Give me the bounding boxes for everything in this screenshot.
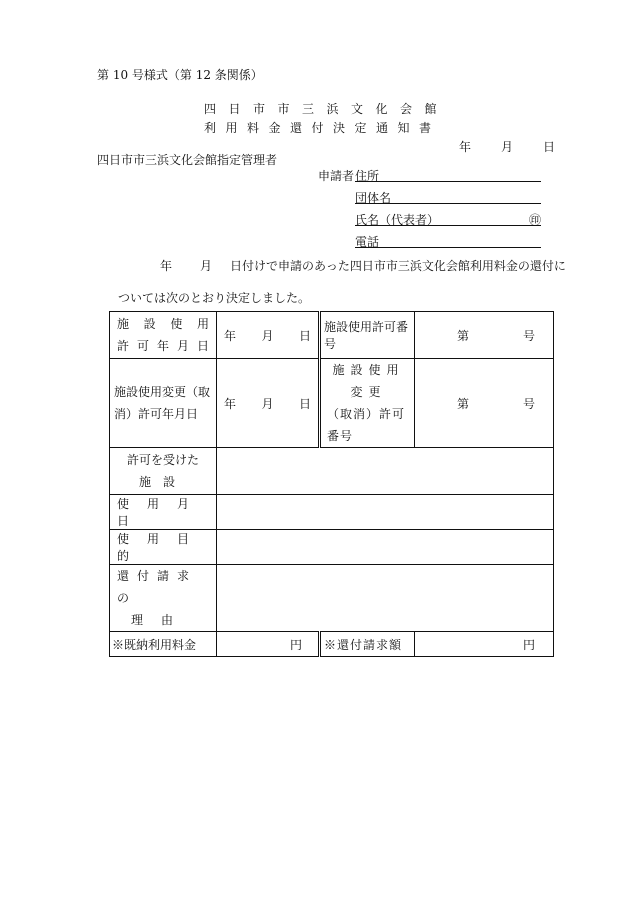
issue-date-day: 日 — [543, 140, 556, 154]
use-date-value[interactable] — [217, 495, 554, 530]
body-text-line1 — [160, 257, 566, 274]
change-date-value[interactable]: 年 月 日 — [217, 359, 320, 448]
seal-icon: ㊞ — [528, 213, 541, 227]
change-number-value[interactable]: 第 号 — [415, 359, 554, 448]
document-title-line1 — [204, 100, 450, 117]
refund-reason-label — [110, 565, 217, 632]
refund-amount-label: ※還付請求額 — [320, 632, 415, 657]
refund-reason-value[interactable] — [217, 565, 554, 632]
change-number-label-a: 施設使用変更 — [332, 363, 405, 399]
change-date-label-b: 消）許可年月日 — [114, 407, 199, 421]
permit-date-label — [110, 312, 217, 359]
title-line2-text: 利用料金還付決定通知書 — [204, 121, 441, 135]
refund-reason-label-a: 還付請求の — [117, 569, 198, 605]
use-purpose-label: 使用目的 — [110, 530, 217, 565]
table-row — [110, 448, 554, 495]
facility-label-a: 許可を受けた — [126, 453, 199, 467]
body-month: 月 — [200, 259, 213, 273]
change-date-label-a: 施設使用変更（取 — [114, 385, 211, 399]
change-number-label-b: （取消）許可番号 — [327, 407, 406, 443]
applicant-group-line — [355, 189, 541, 204]
title-line1-text: 四日市市三浜文化会館 — [204, 102, 450, 116]
facility-label — [110, 448, 217, 495]
change-date-label — [110, 359, 217, 448]
body-year: 年 — [160, 259, 173, 273]
table-row — [110, 565, 554, 632]
document-title-line2 — [204, 119, 441, 136]
table-row — [110, 495, 554, 530]
facility-label-b: 施設 — [138, 475, 187, 489]
addressee: 四日市市三浜文化会館指定管理者 — [97, 153, 278, 167]
table-row — [110, 530, 554, 565]
body-rest: 日付けで申請のあった四日市市三浜文化会館利用料金の還付に — [230, 259, 566, 273]
applicant-label: 申請者 — [318, 169, 355, 183]
applicant-name-line — [355, 211, 541, 226]
applicant-address-line — [355, 167, 541, 182]
table-row — [110, 632, 554, 657]
permit-date-label-a: 施 設 使 用 — [117, 317, 209, 331]
issue-date-year: 年 — [459, 140, 472, 154]
change-number-label — [320, 359, 415, 448]
applicant-phone-line — [355, 233, 541, 248]
applicant-name-label: 氏名（代表者） — [355, 213, 440, 227]
table-row — [110, 359, 554, 448]
refund-amount-value[interactable]: 円 — [415, 632, 554, 657]
facility-value[interactable] — [217, 448, 554, 495]
form-number: 第 10 号様式（第 12 条関係） — [97, 68, 263, 82]
permit-date-value[interactable]: 年 月 日 — [217, 312, 320, 359]
use-purpose-value[interactable] — [217, 530, 554, 565]
issue-date-month: 月 — [501, 140, 514, 154]
paid-fee-label: ※既納利用料金 — [110, 632, 217, 657]
paid-fee-value[interactable]: 円 — [217, 632, 320, 657]
permit-number-value[interactable]: 第 号 — [415, 312, 554, 359]
refund-form-table — [109, 311, 554, 657]
permit-date-label-b: 許 可 年 月 日 — [117, 339, 209, 353]
use-date-label: 使用月日 — [110, 495, 217, 530]
applicant-phone-label: 電話 — [355, 235, 380, 249]
applicant-address-label: 住所 — [355, 169, 380, 183]
body-text-line2: ついては次のとおり決定しました。 — [118, 291, 311, 305]
applicant-group-label: 団体名 — [355, 191, 392, 205]
permit-number-label: 施設使用許可番号 — [320, 312, 415, 359]
refund-reason-label-b: 理由 — [131, 613, 192, 627]
table-row — [110, 312, 554, 359]
issue-date — [459, 138, 555, 155]
